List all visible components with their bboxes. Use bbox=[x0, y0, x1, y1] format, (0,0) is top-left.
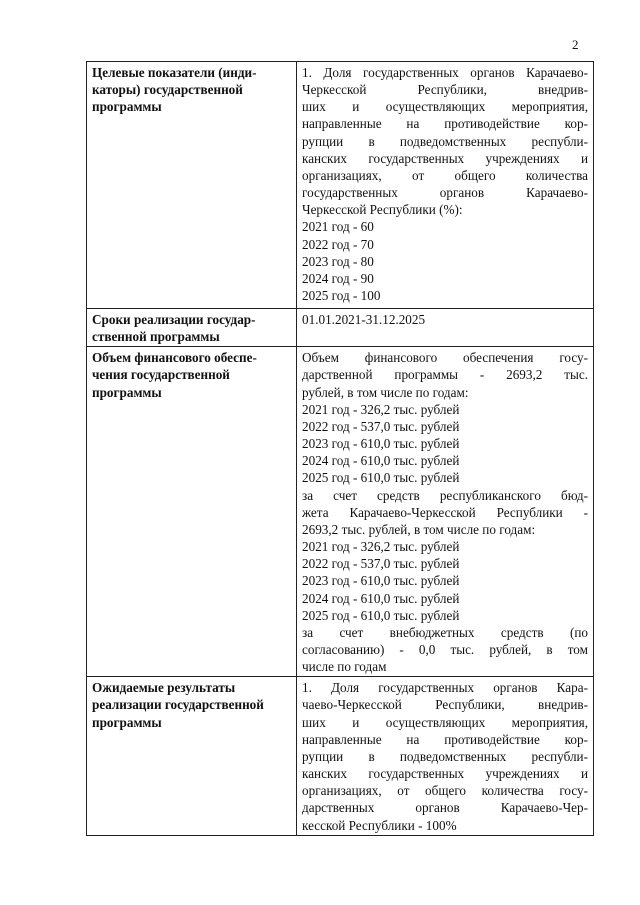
row-label: Целевые показатели (инди- каторы) государственной программы bbox=[87, 62, 297, 309]
table-row bbox=[87, 62, 594, 309]
row-content: 1. Доля государственных органов Кара- чаево-Черкесской Республики, внедрив- ших и осуществляющих мероприятия, направленные на противодействие кор- рупции в подведомственных республи- канских государственных учреждениях и организациях, от общего количества госу- дарственных органов Карачаево-Чер- кесской Республики - 100% bbox=[297, 677, 594, 835]
table-row bbox=[87, 677, 594, 835]
row-label: Ожидаемые результаты реализации государственной программы bbox=[87, 677, 297, 835]
passport-table bbox=[86, 61, 594, 836]
row-label: Объем финансового обеспе- чения государственной программы bbox=[87, 347, 297, 677]
page-number: 2 bbox=[572, 37, 579, 52]
table-row bbox=[87, 347, 594, 677]
row-label: Сроки реализации государ- ственной программы bbox=[87, 309, 297, 347]
row-content: 1. Доля государственных органов Карачаево-Черкесской Республики, внедрив- ших и осуществляющих мероприятия, направленные на противодействие кор- рупции в подведомственных республи- канских государственных учреждениях и организациях, от общего количества государственных органов Карачаево- Черкесской Республики (%): 2021 год - 60 2022 год - 70 2023 год - 80 2024 год - 90 2025 год - 100 bbox=[297, 62, 594, 309]
row-content: Объем финансового обеспечения госу- дарственной программы - 2693,2 тыс. рублей, в том числе по годам: 2021 год - 326,2 тыс. рублей 2022 год - 537,0 тыс. рублей 2023 год - 610,0 тыс. рублей 2024 год - 610,0 тыс. рублей 2025 год - 610,0 тыс. рублей за счет средств республиканского бюд- жета Карачаево-Черкесской Республики - 2693,2 тыс. рублей, в том числе по годам: 2021 год - 326,2 тыс. рублей 2022 год - 537,0 тыс. рублей 2023 год - 610,0 тыс. рублей 2024 год - 610,0 тыс. рублей 2025 год - 610,0 тыс. рублей за счет внебюджетных средств (по согласованию) - 0,0 тыс. рублей, в том числе по годам bbox=[297, 347, 594, 677]
table-row bbox=[87, 309, 594, 347]
row-content: 01.01.2021-31.12.2025 bbox=[297, 309, 594, 347]
